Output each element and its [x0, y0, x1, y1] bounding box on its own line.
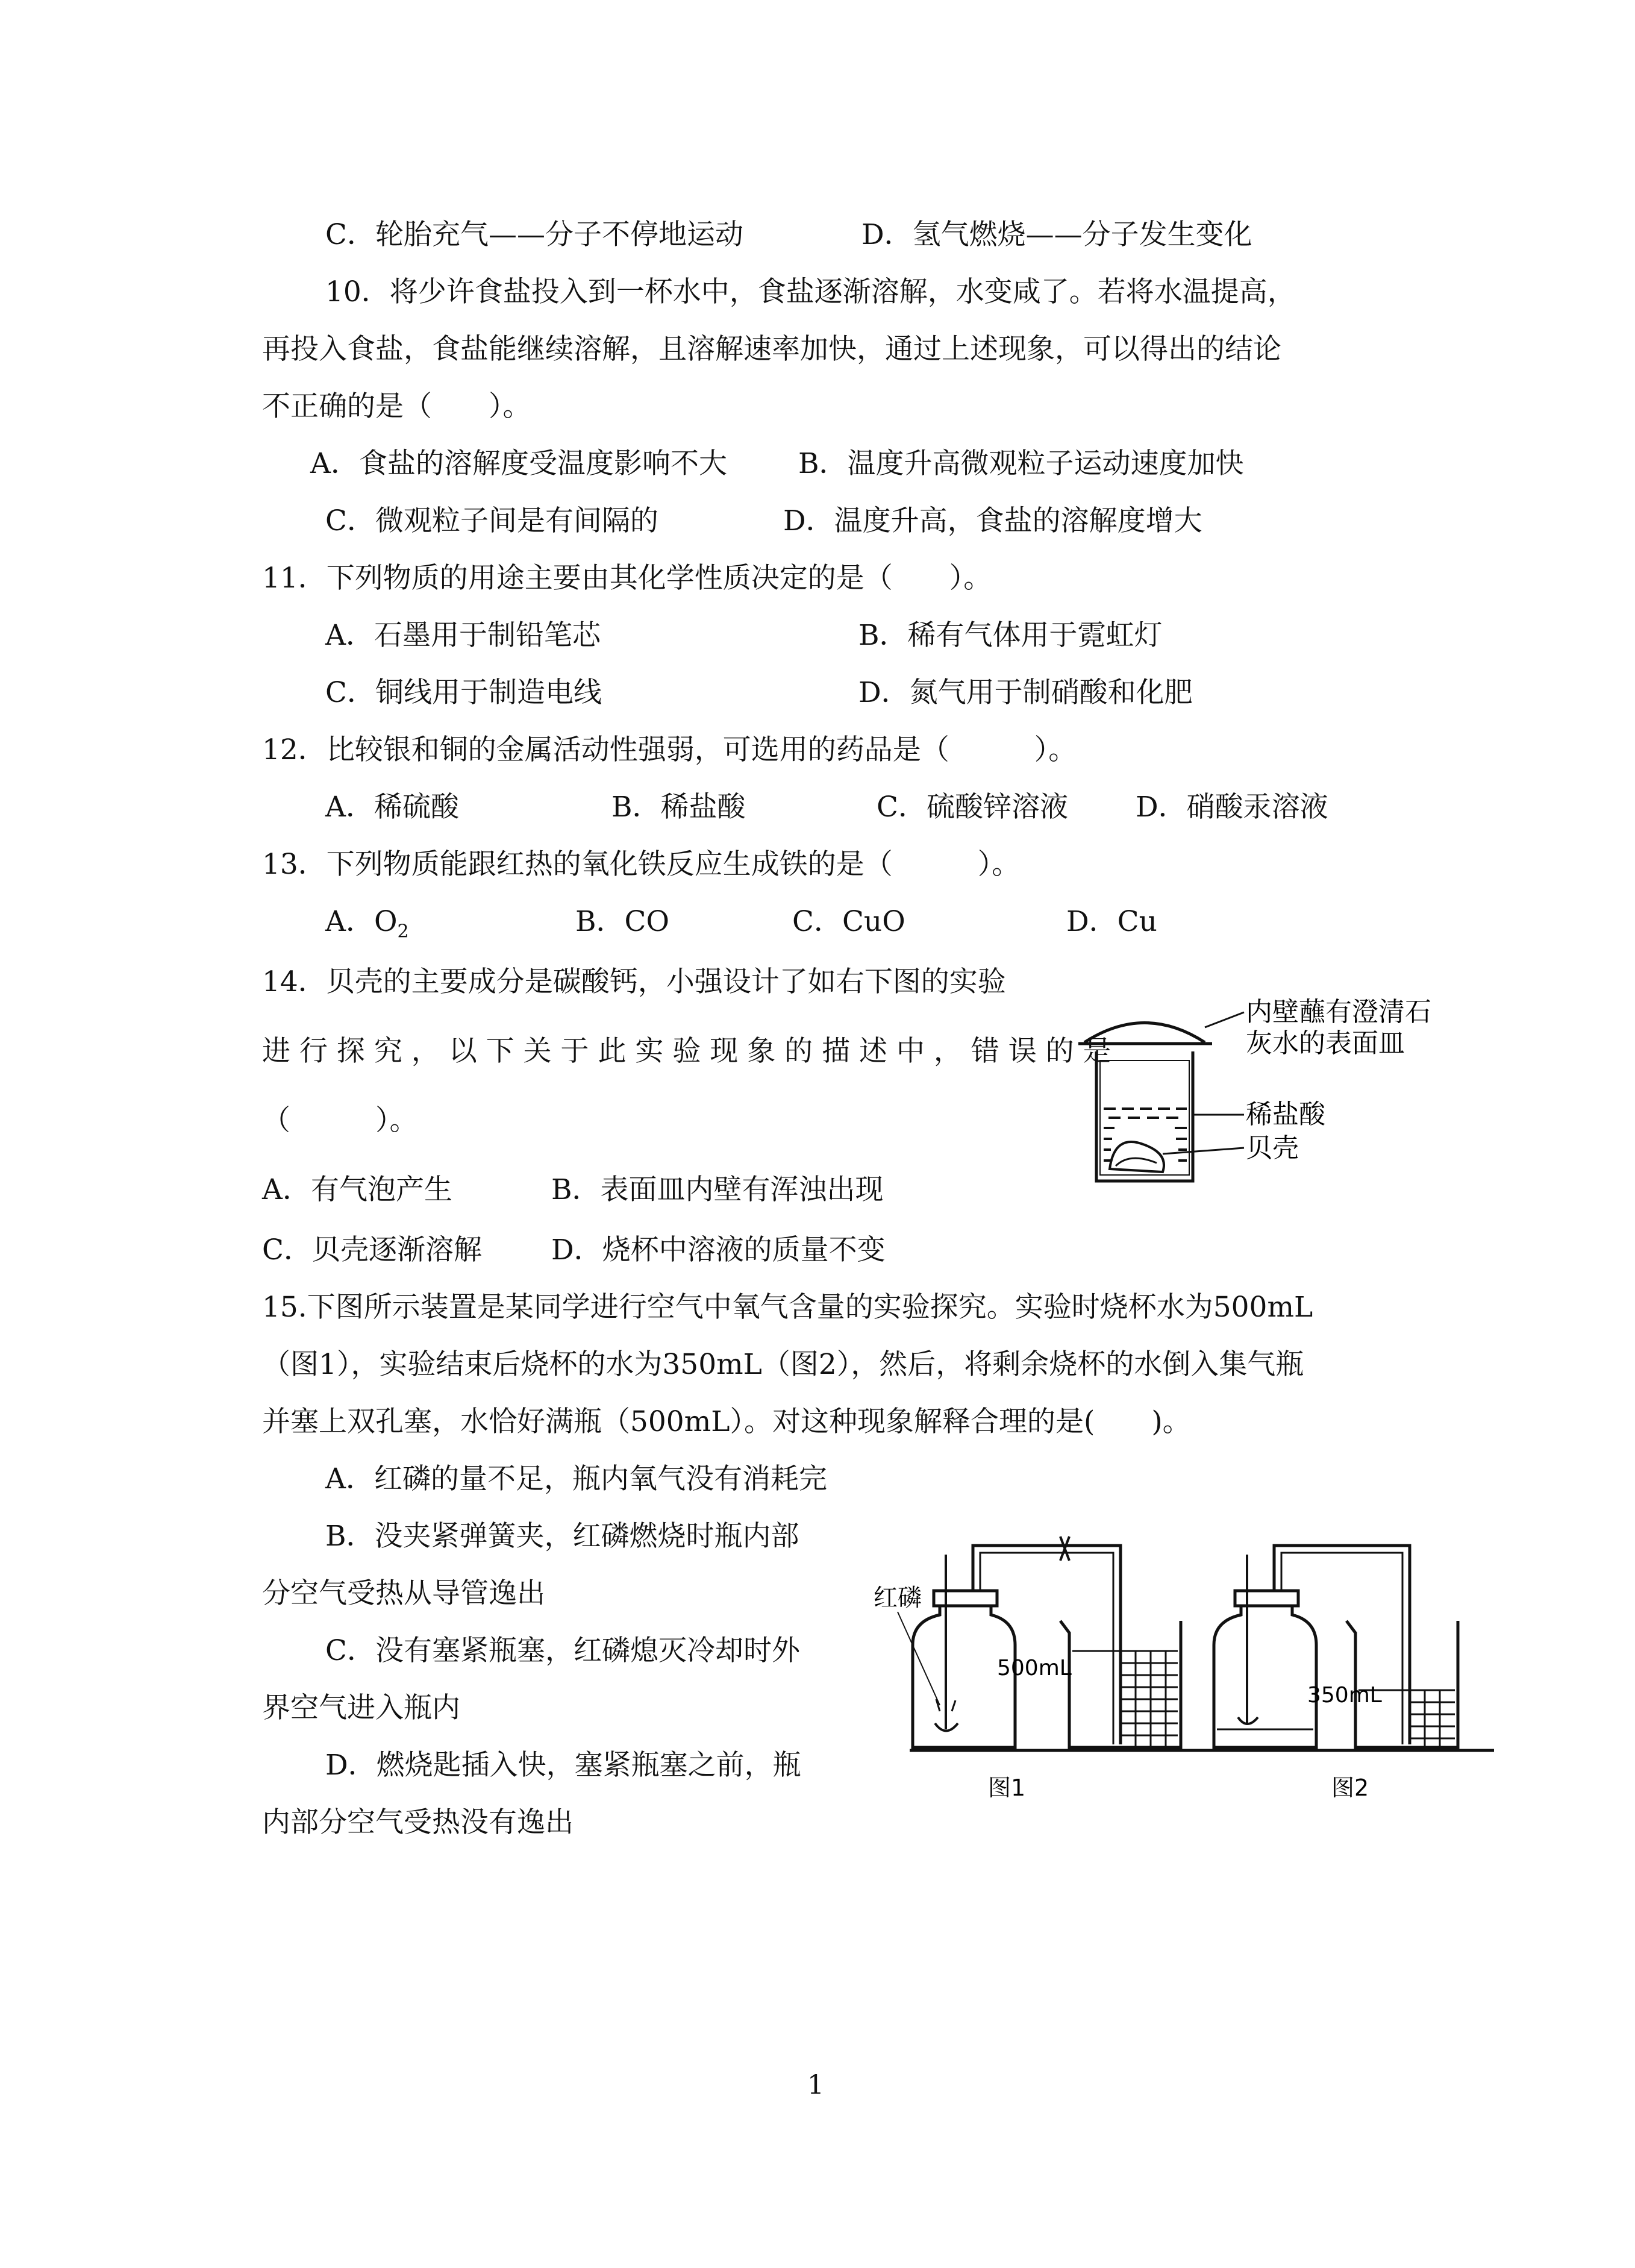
q15-figure-1 [861, 1530, 1247, 1808]
q12-option-b: B．稀盐酸 [611, 791, 746, 824]
q11-stem: 11．下列物质的用途主要由其化学性质决定的是（ ）。 [262, 562, 992, 595]
q15-stem-line3: 并塞上双孔塞，水恰好满瓶（500mL）。对这种现象解释合理的是( )。 [262, 1405, 1191, 1438]
q13-option-a-text: A．O [325, 905, 398, 938]
q14-option-c: C．贝壳逐渐溶解 [262, 1233, 482, 1267]
q15-fig1-label-volume: 500mL [997, 1656, 1072, 1681]
q14-stem-line3: （ ）。 [262, 1104, 418, 1137]
q15-fig2-label-volume: 350mL [1307, 1683, 1382, 1708]
q15-fig2-caption: 图2 [1331, 1775, 1369, 1801]
q11-option-c: C．铜线用于制造电线 [325, 676, 602, 709]
q10-option-d: D．温度升高，食盐的溶解度增大 [783, 504, 1202, 537]
q13-option-d: D．Cu [1066, 905, 1157, 938]
q13-option-a-subscript: 2 [397, 921, 409, 942]
q15-option-c-line1: C．没有塞紧瓶塞，红磷熄灭冷却时外 [325, 1634, 800, 1667]
q15-option-c-line2: 界空气进入瓶内 [262, 1691, 460, 1724]
page-number: 1 [807, 2070, 824, 2100]
q13-option-a [325, 904, 409, 950]
q15-option-d-line1: D．燃烧匙插入快，塞紧瓶塞之前，瓶 [325, 1749, 801, 1782]
q11-option-a: A．石墨用于制铅笔芯 [325, 619, 601, 652]
q13-stem: 13．下列物质能跟红热的氧化铁反应生成铁的是（ ）。 [262, 848, 1021, 881]
q14-option-b: B．表面皿内壁有浑浊出现 [551, 1173, 884, 1206]
q14-stem-line2: 进 行 探 究 ， 以 下 关 于 此 实 验 现 象 的 描 述 中 ， 错 误 的 是 [262, 1035, 1111, 1068]
q12-option-d: D．硝酸汞溶液 [1136, 791, 1328, 824]
q14-label-acid: 稀盐酸 [1246, 1099, 1325, 1130]
q10-stem-line2: 再投入食盐，食盐能继续溶解，且溶解速率加快，通过上述现象，可以得出的结论 [262, 333, 1281, 366]
q15-option-a: A．红磷的量不足，瓶内氧气没有消耗完 [325, 1462, 827, 1496]
q12-stem: 12．比较银和铜的金属活动性强弱，可选用的药品是（ ）。 [262, 733, 1077, 766]
q12-option-c: C．硫酸锌溶液 [877, 791, 1068, 824]
q14-stem-line1: 14．贝壳的主要成分是碳酸钙，小强设计了如右下图的实验 [262, 965, 1006, 998]
q15-fig1-caption: 图1 [988, 1775, 1026, 1801]
q15-fig1-label-phosphorus: 红磷 [874, 1584, 922, 1612]
q14-option-d: D．烧杯中溶液的质量不变 [551, 1233, 886, 1267]
q15-option-d-line2: 内部分空气受热没有逸出 [262, 1806, 574, 1839]
q10-stem-line1: 10．将少许食盐投入到一杯水中，食盐逐渐溶解，水变咸了。若将水温提高， [325, 275, 1296, 309]
q15-figure-2 [1211, 1530, 1524, 1808]
q15-stem-line2: （图1），实验结束后烧杯的水为350mL（图2），然后，将剩余烧杯的水倒入集气瓶 [262, 1348, 1304, 1381]
q13-option-c: C．CuO [792, 905, 905, 938]
q10-stem-line3: 不正确的是（ ）。 [262, 390, 531, 423]
q10-option-a: A．食盐的溶解度受温度影响不大 [310, 447, 727, 480]
q10-option-b: B．温度升高微观粒子运动速度加快 [798, 447, 1244, 480]
q15-option-b-line1: B．没夹紧弹簧夹，红磷燃烧时瓶内部 [325, 1520, 799, 1553]
q10-option-c: C．微观粒子间是有间隔的 [325, 504, 658, 537]
q14-label-shell: 贝壳 [1246, 1133, 1299, 1164]
q9-option-d: D．氢气燃烧——分子发生变化 [861, 218, 1252, 251]
q15-option-b-line2: 分空气受热从导管逸出 [262, 1577, 545, 1610]
q12-option-a: A．稀硫酸 [325, 791, 459, 824]
q14-label-dish-2: 灰水的表面皿 [1246, 1028, 1405, 1059]
q9-option-c: C．轮胎充气——分子不停地运动 [325, 218, 743, 251]
q13-option-b: B．CO [575, 905, 670, 938]
q14-option-a: A．有气泡产生 [262, 1173, 452, 1206]
q15-stem-line1: 15.下图所示装置是某同学进行空气中氧气含量的实验探究。实验时烧杯水为500mL [262, 1291, 1313, 1324]
q14-label-dish-1: 内壁蘸有澄清石 [1246, 997, 1431, 1027]
q11-option-b: B．稀有气体用于霓虹灯 [858, 619, 1163, 652]
q11-option-d: D．氮气用于制硝酸和化肥 [858, 676, 1193, 709]
q14-beaker-figure [1072, 994, 1446, 1199]
